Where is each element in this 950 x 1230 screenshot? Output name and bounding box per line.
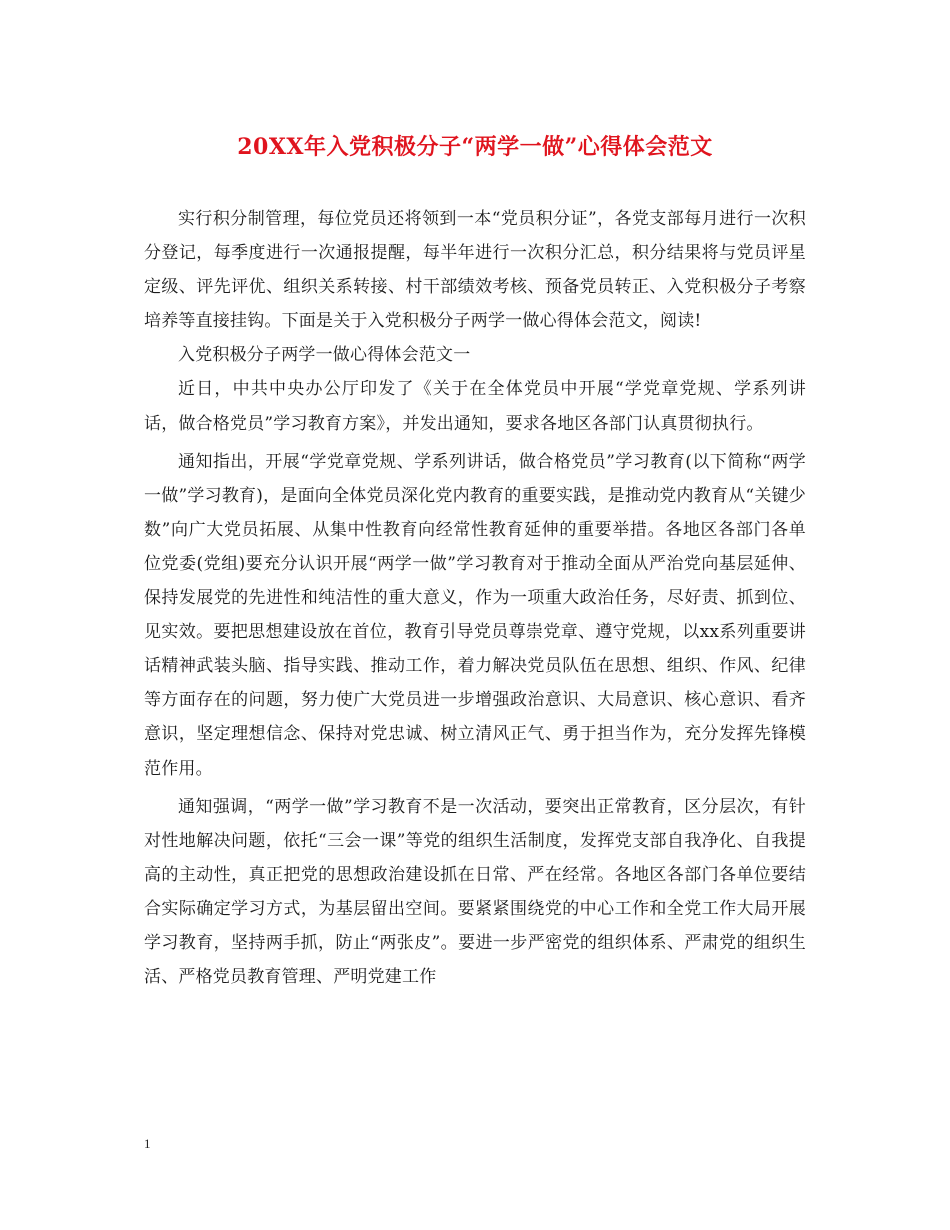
document-title: 20XX年入党积极分子“两学一做”心得体会范文 xyxy=(237,134,713,160)
body-paragraph-1: 近日，中共中央办公厅印发了《关于在全体党员中开展“学党章党规、学系列讲话，做合格党员”学习教育方案》，并发出通知，要求各地区各部门认真贯彻执行。 xyxy=(144,379,806,434)
section-heading: 入党积极分子两学一做心得体会范文一 xyxy=(178,345,471,366)
body-paragraph-3: 通知强调，“两学一做”学习教育不是一次活动，要突出正常教育，区分层次，有针对性地解决问题，依托“三会一课”等党的组织生活制度，发挥党支部自我净化、自我提高的主动性，真正把党的思想政治建设抓在日常、严在经常。各地区各部门各单位要结合实际确定学习方式，为基层留出空间。要紧紧围绕党的中心工作和全党工作大局开展学习教育，坚持两手抓，防止“两张皮”。要进一步严密党的组织体系、严肃党的组织生活、严格党员教育管理、严明党建工作 xyxy=(144,796,806,988)
document-body xyxy=(144,202,806,994)
page-number: 1 xyxy=(144,1136,151,1151)
body-paragraph-2: 通知指出，开展“学党章党规、学系列讲话，做合格党员”学习教育(以下简称“两学一做”学习教育)，是面向全体党员深化党内教育的重要实践，是推动党内教育从“关键少数”向广大党员拓展、从集中性教育向经常性教育延伸的重要举措。各地区各部门各单位党委(党组)要充分认识开展“两学一做”学习教育对于推动全面从严治党向基层延伸、保持发展党的先进性和纯洁性的重大意义，作为一项重大政治任务，尽好责、抓到位、见实效。要把思想建设放在首位，教育引导党员尊崇党章、遵守党规，以xx系列重要讲话精神武装头脑、指导实践、推动工作，着力解决党员队伍在思想、组织、作风、纪律等方面存在的问题，努力使广大党员进一步增强政治意识、大局意识、核心意识、看齐意识，坚定理想信念、保持对党忠诚、树立清风正气、勇于担当作为，充分发挥先锋模范作用。 xyxy=(144,451,806,779)
intro-paragraph: 实行积分制管理，每位党员还将领到一本“党员积分证”，各党支部每月进行一次积分登记，每季度进行一次通报提醒，每半年进行一次积分汇总，积分结果将与党员评星定级、评先评优、组织关系转接、村干部绩效考核、预备党员转正、入党积极分子考察培养等直接挂钩。下面是关于入党积极分子两学一做心得体会范文，阅读! xyxy=(144,209,806,332)
